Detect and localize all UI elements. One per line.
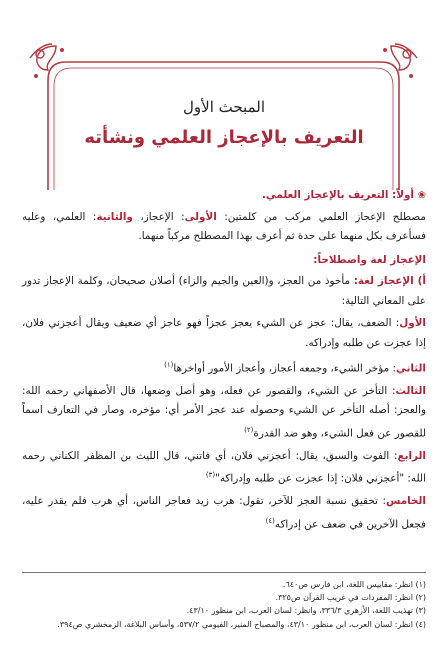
paragraph-fourth-meaning: الرابع: الفوت والسبق، يقال: أعجزني فلان، أي فاتني، قال الليث بن المظفر الكناني رحمه الله: "أعجزني فلان: إذا عجزت عن طلبه وإدراكه"$^{(٣)}$ bbox=[22, 449, 426, 485]
paragraph-third-meaning: الثالث: التأخر عن الشيء، والقصور عن فعله، وهو أصل وضعها، قال الأصفهاني رحمه الله: والعجز: أصله التأخر عن الشيء وحصوله عند عجز الأمر أي: مؤخره، وصار في التعارف اسماً للقصور عن فعل الشيء، وهو ضد القدرة$^{(٢)}$ bbox=[22, 384, 426, 440]
flower-icon: ❀ bbox=[417, 190, 426, 201]
paragraph-first-meaning: الأول: الضعف، يقال: عجز عن الشيء يعجز عجزاً فهو عاجز أي ضعيف ويقال أعجزني فلان، إذا عجزت عن طلبه وإدراكه. bbox=[22, 317, 426, 349]
footnote-item: (٣) تهذيب اللغة، الأزهري ٣٣٦/٣، وانظر: لسان العرب، ابن منظور ٤٣/١٠. bbox=[186, 606, 426, 616]
body-text bbox=[22, 182, 426, 538]
paragraph-second-meaning: الثاني: مؤخر الشيء، وجمعه أعجاز، وأعجاز الأمور أواخرها$^{(١)}$ bbox=[164, 361, 426, 375]
paragraph-fifth-meaning: الخامس: تحقيق نسبة العجز للآخر، تقول: هرب زيد فعاجز الناس، أي هرب فلم يقدر عليه، فجعل الآخرين في ضعف عن إدراكه$^{(٤)}$ bbox=[22, 495, 426, 531]
footnote-item: (٢) انظر: المفردات في غريب القرآن ص٣٢٥. bbox=[275, 593, 426, 603]
footnote-item: (١) انظر: مقاييس اللغة، ابن فارس ص٦٤٠. bbox=[282, 580, 426, 589]
heading-language: الإعجاز لغة واصطلاحاً: bbox=[313, 253, 426, 266]
footnote-ref[interactable]: (٢) bbox=[244, 425, 254, 434]
heading-definition: ❀ أولاً: التعريف بالإعجاز العلمي. bbox=[261, 189, 426, 201]
footnote-ref[interactable]: (٤) bbox=[265, 516, 275, 525]
footnote-item: (٤) انظر: لسان العرب، ابن منظور ٤٣/١٠، والمصباح المنير، الفيومي ٥٣٧/٢، وأساس البلاغة، الزمخشري ص٣٩٤. bbox=[57, 619, 426, 629]
footnotes bbox=[22, 572, 426, 631]
paragraph-intro: مصطلح الإعجاز العلمي مركب من كلمتين: الأولى: الإعجاز، والثانية: العلمي، وعليه فسأعرف بكل منهما على حدة ثم أعرف بهذا المصطلح مركباً منهما. bbox=[22, 210, 426, 242]
paragraph-lang-def: أ) الإعجاز لغة: مأخوذ من العجز، و(العين والجيم والزاء) أصلان صحيحان، وكلمة الإعجاز تدور على المعاني التالية: bbox=[22, 275, 426, 307]
footnote-ref[interactable]: (١) bbox=[164, 361, 174, 369]
section-title: المبحث الأول bbox=[183, 98, 265, 116]
footnote-ref[interactable]: (٣) bbox=[205, 471, 216, 480]
page-title: التعريف بالإعجاز العلمي ونشأته bbox=[84, 127, 364, 148]
